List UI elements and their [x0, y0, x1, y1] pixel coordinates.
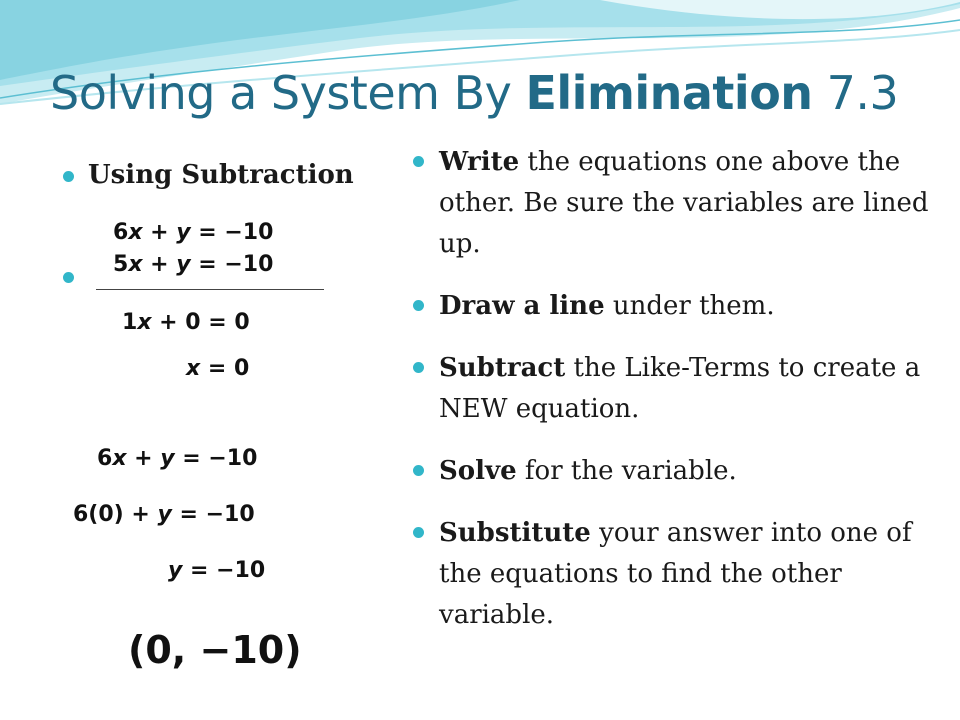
equation-5 [97, 446, 257, 471]
eq2-op: + [142, 252, 177, 277]
subtraction-line [96, 289, 324, 290]
bullet-dot [413, 527, 424, 538]
step-text: the equations one above the other. Be sure the variables are lined up. [439, 147, 929, 259]
slide-title [50, 66, 898, 120]
eq3-rhs: + 0 = 0 [151, 310, 250, 335]
eq2-var-x: x [128, 252, 143, 277]
step-keyword: Draw a line [439, 291, 605, 321]
step-keyword: Subtract [439, 353, 566, 383]
steps-list [410, 142, 930, 657]
step-text: for the variable. [516, 456, 737, 486]
eq1-rhs: = −10 [190, 220, 274, 245]
title-text-prefix: Solving a System By [50, 66, 526, 120]
left-heading: Using Subtraction [88, 160, 354, 190]
step-write [410, 142, 930, 265]
eq6-var-y: y [157, 502, 172, 527]
eq5-rhs: = −10 [174, 446, 258, 471]
equation-6 [73, 502, 255, 527]
eq6-rhs: = −10 [171, 502, 255, 527]
bullet-dot [413, 465, 424, 476]
eq3-var-x: x [137, 310, 152, 335]
title-text-bold: Elimination [525, 66, 813, 120]
eq1-coef: 6 [113, 220, 129, 245]
eq2-var-y: y [176, 252, 191, 277]
eq7-var-y: y [168, 558, 183, 583]
eq1-op: + [142, 220, 177, 245]
eq5-op: + [126, 446, 161, 471]
bullet-dot [63, 272, 74, 283]
step-text: the Like-Terms to create a NEW equation. [439, 353, 921, 424]
eq7-rhs: = −10 [182, 558, 266, 583]
step-subtract [410, 348, 930, 430]
equation-3 [122, 310, 250, 335]
eq5-coef: 6 [97, 446, 113, 471]
step-draw-line [410, 286, 930, 327]
eq5-var-x: x [112, 446, 127, 471]
eq6-lhs: 6(0) + [73, 502, 158, 527]
eq2-rhs: = −10 [190, 252, 274, 277]
bullet-dot [413, 156, 424, 167]
equation-7 [168, 558, 265, 583]
bullet-dot [413, 362, 424, 373]
equation-2 [113, 252, 273, 277]
eq4-var-x: x [186, 356, 201, 381]
equation-4 [186, 356, 249, 381]
bullet-dot [413, 300, 424, 311]
bullet-dot [63, 171, 74, 182]
step-text: your answer into one of the equations to find the other variable. [439, 518, 912, 630]
step-text: under them. [604, 291, 775, 321]
eq1-var-x: x [128, 220, 143, 245]
eq1-var-y: y [176, 220, 191, 245]
equation-1 [113, 220, 273, 245]
step-substitute [410, 513, 930, 636]
step-keyword: Write [439, 147, 520, 177]
step-keyword: Solve [439, 456, 517, 486]
eq3-coef: 1 [122, 310, 138, 335]
solution-ordered-pair: (0, −10) [128, 628, 302, 672]
eq5-var-y: y [160, 446, 175, 471]
eq4-rhs: = 0 [200, 356, 250, 381]
step-keyword: Substitute [439, 518, 591, 548]
title-text-section: 7.3 [812, 66, 899, 120]
eq2-coef: 5 [113, 252, 129, 277]
step-solve [410, 451, 930, 492]
